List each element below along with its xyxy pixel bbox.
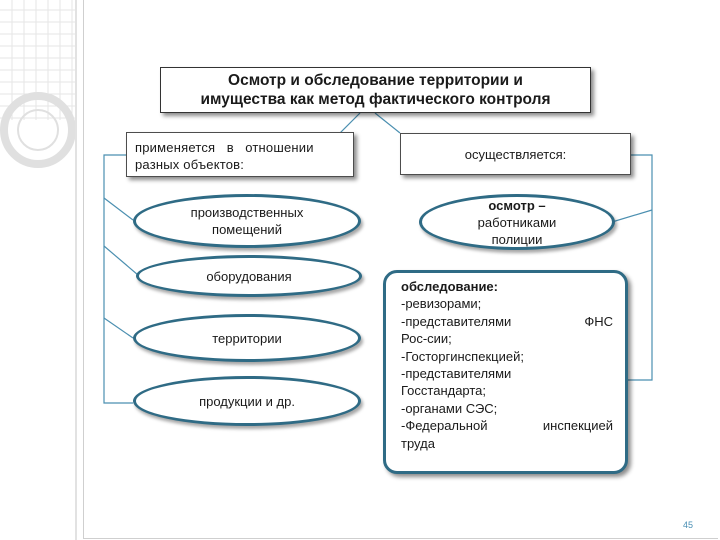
oval-products (133, 376, 361, 426)
oval-territory (133, 314, 361, 362)
examination-box (383, 270, 628, 474)
oval-production-premises (133, 194, 361, 248)
examination-line: -представителями (401, 313, 512, 329)
examination-line: -Федеральной инспекцией (401, 418, 613, 434)
examination-line: труда (401, 435, 435, 451)
examination-line: -Госторгинспекцией; (401, 348, 524, 364)
connector-title-left (340, 113, 360, 133)
left-header-line1: применяется в отношении (135, 140, 314, 155)
oval-label: производственных (190, 205, 304, 220)
examination-line: -органами СЭС; (401, 400, 498, 416)
left-header-box (126, 132, 354, 177)
examination-line: Госстандарта; (401, 383, 487, 399)
examination-line: -ревизорами; (401, 296, 482, 312)
oval-label-bold: осмотр – (488, 197, 546, 213)
oval-equipment (136, 255, 362, 297)
examination-line: ФНС (584, 313, 613, 329)
oval-label: работниками (477, 214, 557, 230)
connector-right-bracket (628, 155, 652, 380)
connector-left-3 (104, 318, 133, 338)
connector-left-bracket (104, 155, 133, 403)
diagram-title (160, 67, 591, 113)
connector-left-2 (104, 246, 138, 275)
page-number: 45 (683, 520, 694, 530)
examination-line: -представителями (401, 366, 512, 382)
oval-label: полиции (491, 231, 543, 247)
examination-line-split (401, 313, 613, 330)
right-header-text: осуществляется: (464, 146, 567, 162)
oval-label: помещений (212, 222, 282, 237)
left-header-line2: разных объектов: (135, 157, 245, 172)
title-line2: имущества как метод фактического контроля (200, 91, 551, 108)
title-line1: Осмотр и обследование территории и (228, 72, 523, 89)
examination-title: обследование: (401, 279, 498, 294)
oval-label: оборудования (206, 268, 292, 284)
oval-inspection-police (419, 194, 615, 250)
right-header-box (400, 133, 631, 175)
oval-label: продукции и др. (199, 393, 295, 409)
connector-title-right (375, 113, 400, 133)
connector-left-1 (104, 198, 133, 220)
examination-line: Рос-сии; (401, 331, 452, 347)
oval-label: территории (212, 330, 282, 346)
connector-right-1 (612, 210, 652, 222)
